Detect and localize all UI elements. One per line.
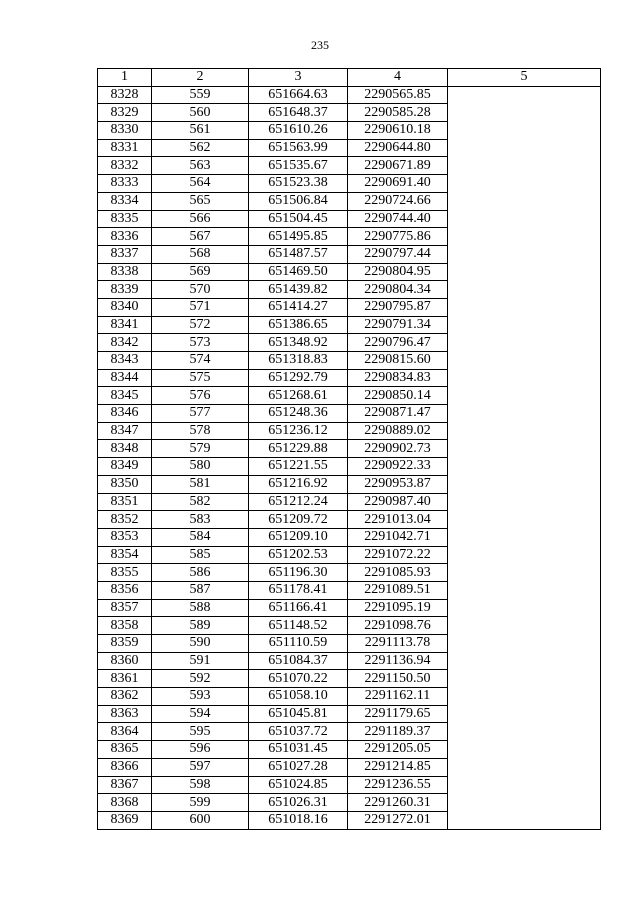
table-cell-col1: 8328	[98, 86, 152, 104]
table-cell-col3: 651348.92	[249, 334, 348, 352]
table-cell-col3: 651018.16	[249, 811, 348, 829]
table-cell-col3: 651148.52	[249, 617, 348, 635]
table-cell-col4: 2290565.85	[348, 86, 448, 104]
table-cell-col2: 566	[152, 210, 249, 228]
table-cell-col4: 2290671.89	[348, 157, 448, 175]
table-cell-col1: 8349	[98, 458, 152, 476]
table-cell-col2: 564	[152, 175, 249, 193]
table-cell-col1: 8339	[98, 281, 152, 299]
table-cell-col3: 651027.28	[249, 758, 348, 776]
table-cell-col1: 8342	[98, 334, 152, 352]
table-cell-col3: 651221.55	[249, 458, 348, 476]
table-cell-col3: 651031.45	[249, 741, 348, 759]
table-cell-col2: 591	[152, 652, 249, 670]
table-cell-col1: 8347	[98, 422, 152, 440]
table-cell-col3: 651024.85	[249, 776, 348, 794]
table-cell-col3: 651248.36	[249, 405, 348, 423]
table-cell-col4: 2290691.40	[348, 175, 448, 193]
table-cell-col1: 8355	[98, 564, 152, 582]
table-cell-col4: 2291214.85	[348, 758, 448, 776]
table-cell-col1: 8356	[98, 581, 152, 599]
table-cell-col1: 8344	[98, 369, 152, 387]
table-cell-col2: 572	[152, 316, 249, 334]
table-cell-col4: 2291089.51	[348, 581, 448, 599]
column-header-4: 4	[348, 69, 448, 87]
table-cell-col2: 568	[152, 245, 249, 263]
table-cell-col4: 2290791.34	[348, 316, 448, 334]
table-cell-col2: 581	[152, 475, 249, 493]
table-cell-col3: 651202.53	[249, 546, 348, 564]
table-cell-col2: 563	[152, 157, 249, 175]
table-cell-col1: 8331	[98, 139, 152, 157]
table-cell-col1: 8369	[98, 811, 152, 829]
table-cell-col2: 565	[152, 192, 249, 210]
table-cell-col2: 569	[152, 263, 249, 281]
table-cell-col4: 2291136.94	[348, 652, 448, 670]
table-cell-col4: 2290815.60	[348, 352, 448, 370]
table-cell-col1: 8353	[98, 528, 152, 546]
table-cell-col3: 651216.92	[249, 475, 348, 493]
table-cell-col3: 651229.88	[249, 440, 348, 458]
table-cell-col2: 580	[152, 458, 249, 476]
table-cell-col4: 2291260.31	[348, 794, 448, 812]
table-cell-col3: 651487.57	[249, 245, 348, 263]
table-cell-col1: 8338	[98, 263, 152, 281]
column-header-3: 3	[249, 69, 348, 87]
table-cell-col1: 8341	[98, 316, 152, 334]
table-cell-col4: 2290610.18	[348, 122, 448, 140]
table-cell-col1: 8335	[98, 210, 152, 228]
table-cell-col4: 2291236.55	[348, 776, 448, 794]
table-cell-col3: 651610.26	[249, 122, 348, 140]
table-row	[98, 86, 601, 104]
table-cell-col1: 8366	[98, 758, 152, 776]
table-cell-col1: 8362	[98, 688, 152, 706]
table-cell-col3: 651196.30	[249, 564, 348, 582]
table-cell-col3: 651664.63	[249, 86, 348, 104]
table-cell-col2: 583	[152, 511, 249, 529]
table-cell-col2: 576	[152, 387, 249, 405]
table-cell-col4: 2290724.66	[348, 192, 448, 210]
table-cell-col4: 2291113.78	[348, 635, 448, 653]
table-cell-col2: 577	[152, 405, 249, 423]
table-cell-col1: 8360	[98, 652, 152, 670]
table-cell-col4: 2291150.50	[348, 670, 448, 688]
table-cell-col2: 567	[152, 228, 249, 246]
table-cell-col2: 586	[152, 564, 249, 582]
table-cell-col4: 2290804.95	[348, 263, 448, 281]
table-cell-col1: 8343	[98, 352, 152, 370]
table-cell-col4: 2291085.93	[348, 564, 448, 582]
table-cell-col4: 2290953.87	[348, 475, 448, 493]
table-cell-col4: 2290922.33	[348, 458, 448, 476]
table-cell-col1: 8351	[98, 493, 152, 511]
table-body	[98, 86, 601, 829]
table-cell-col3: 651414.27	[249, 298, 348, 316]
table-cell-col3: 651523.38	[249, 175, 348, 193]
table-cell-col2: 584	[152, 528, 249, 546]
table-cell-col4: 2290804.34	[348, 281, 448, 299]
table-cell-col3: 651070.22	[249, 670, 348, 688]
table-cell-col2: 573	[152, 334, 249, 352]
table-cell-col4: 2291013.04	[348, 511, 448, 529]
table-cell-col3: 651037.72	[249, 723, 348, 741]
table-cell-col3: 651178.41	[249, 581, 348, 599]
table-cell-col3: 651045.81	[249, 705, 348, 723]
table-cell-col2: 585	[152, 546, 249, 564]
table-cell-col3: 651268.61	[249, 387, 348, 405]
table-cell-col2: 596	[152, 741, 249, 759]
coordinates-table	[97, 68, 601, 830]
remark-column-cell	[448, 86, 601, 829]
table-cell-col4: 2290795.87	[348, 298, 448, 316]
table-cell-col1: 8346	[98, 405, 152, 423]
table-cell-col1: 8330	[98, 122, 152, 140]
table-cell-col3: 651058.10	[249, 688, 348, 706]
column-header-2: 2	[152, 69, 249, 87]
table-cell-col4: 2290902.73	[348, 440, 448, 458]
table-cell-col3: 651563.99	[249, 139, 348, 157]
table-cell-col2: 559	[152, 86, 249, 104]
table-cell-col2: 561	[152, 122, 249, 140]
table-cell-col2: 589	[152, 617, 249, 635]
table-cell-col2: 579	[152, 440, 249, 458]
table-cell-col4: 2291272.01	[348, 811, 448, 829]
table-header-row	[98, 69, 601, 87]
table-cell-col2: 588	[152, 599, 249, 617]
table-cell-col4: 2290834.83	[348, 369, 448, 387]
table-cell-col4: 2291189.37	[348, 723, 448, 741]
table-cell-col2: 599	[152, 794, 249, 812]
table-cell-col4: 2290744.40	[348, 210, 448, 228]
table-cell-col3: 651026.31	[249, 794, 348, 812]
table-cell-col2: 562	[152, 139, 249, 157]
table-cell-col1: 8332	[98, 157, 152, 175]
table-cell-col4: 2290850.14	[348, 387, 448, 405]
column-header-5: 5	[448, 69, 601, 87]
table-cell-col1: 8359	[98, 635, 152, 653]
table-cell-col3: 651535.67	[249, 157, 348, 175]
table-cell-col1: 8357	[98, 599, 152, 617]
table-cell-col3: 651469.50	[249, 263, 348, 281]
table-cell-col1: 8333	[98, 175, 152, 193]
table-cell-col1: 8365	[98, 741, 152, 759]
table-cell-col2: 600	[152, 811, 249, 829]
table-cell-col1: 8352	[98, 511, 152, 529]
table-cell-col2: 582	[152, 493, 249, 511]
table-cell-col2: 578	[152, 422, 249, 440]
table-cell-col3: 651506.84	[249, 192, 348, 210]
table-cell-col3: 651292.79	[249, 369, 348, 387]
column-header-1: 1	[98, 69, 152, 87]
table-cell-col1: 8358	[98, 617, 152, 635]
table-cell-col3: 651110.59	[249, 635, 348, 653]
table-cell-col1: 8340	[98, 298, 152, 316]
table-cell-col3: 651439.82	[249, 281, 348, 299]
table-cell-col1: 8367	[98, 776, 152, 794]
table-cell-col1: 8364	[98, 723, 152, 741]
table-cell-col4: 2291179.65	[348, 705, 448, 723]
table-cell-col4: 2290797.44	[348, 245, 448, 263]
table-cell-col2: 594	[152, 705, 249, 723]
table-cell-col3: 651212.24	[249, 493, 348, 511]
table-cell-col2: 590	[152, 635, 249, 653]
table-cell-col2: 574	[152, 352, 249, 370]
table-cell-col1: 8368	[98, 794, 152, 812]
table-cell-col3: 651495.85	[249, 228, 348, 246]
table-cell-col1: 8354	[98, 546, 152, 564]
table-cell-col2: 571	[152, 298, 249, 316]
table-cell-col1: 8329	[98, 104, 152, 122]
table-cell-col1: 8334	[98, 192, 152, 210]
table-cell-col4: 2290644.80	[348, 139, 448, 157]
table-cell-col2: 575	[152, 369, 249, 387]
table-cell-col4: 2291162.11	[348, 688, 448, 706]
table-cell-col4: 2291072.22	[348, 546, 448, 564]
table-cell-col4: 2291205.05	[348, 741, 448, 759]
table-cell-col4: 2291098.76	[348, 617, 448, 635]
table-cell-col2: 587	[152, 581, 249, 599]
table-cell-col1: 8363	[98, 705, 152, 723]
table-cell-col4: 2290987.40	[348, 493, 448, 511]
table-cell-col3: 651648.37	[249, 104, 348, 122]
table-cell-col4: 2290796.47	[348, 334, 448, 352]
table-cell-col3: 651084.37	[249, 652, 348, 670]
table-cell-col3: 651209.10	[249, 528, 348, 546]
table-cell-col4: 2290585.28	[348, 104, 448, 122]
table-cell-col1: 8348	[98, 440, 152, 458]
table-cell-col1: 8337	[98, 245, 152, 263]
table-cell-col4: 2291095.19	[348, 599, 448, 617]
table-cell-col3: 651318.83	[249, 352, 348, 370]
table-cell-col1: 8350	[98, 475, 152, 493]
page-number: 235	[311, 38, 329, 52]
table-cell-col3: 651236.12	[249, 422, 348, 440]
table-cell-col2: 595	[152, 723, 249, 741]
table-cell-col4: 2290889.02	[348, 422, 448, 440]
table-cell-col2: 593	[152, 688, 249, 706]
table-cell-col1: 8361	[98, 670, 152, 688]
table-cell-col4: 2290775.86	[348, 228, 448, 246]
table-cell-col2: 598	[152, 776, 249, 794]
table-cell-col2: 560	[152, 104, 249, 122]
table-cell-col3: 651386.65	[249, 316, 348, 334]
table-cell-col3: 651166.41	[249, 599, 348, 617]
table-cell-col4: 2290871.47	[348, 405, 448, 423]
table-cell-col3: 651504.45	[249, 210, 348, 228]
table-cell-col1: 8345	[98, 387, 152, 405]
table-cell-col2: 592	[152, 670, 249, 688]
table-cell-col2: 570	[152, 281, 249, 299]
table-cell-col4: 2291042.71	[348, 528, 448, 546]
table-cell-col2: 597	[152, 758, 249, 776]
table-cell-col3: 651209.72	[249, 511, 348, 529]
table-cell-col1: 8336	[98, 228, 152, 246]
